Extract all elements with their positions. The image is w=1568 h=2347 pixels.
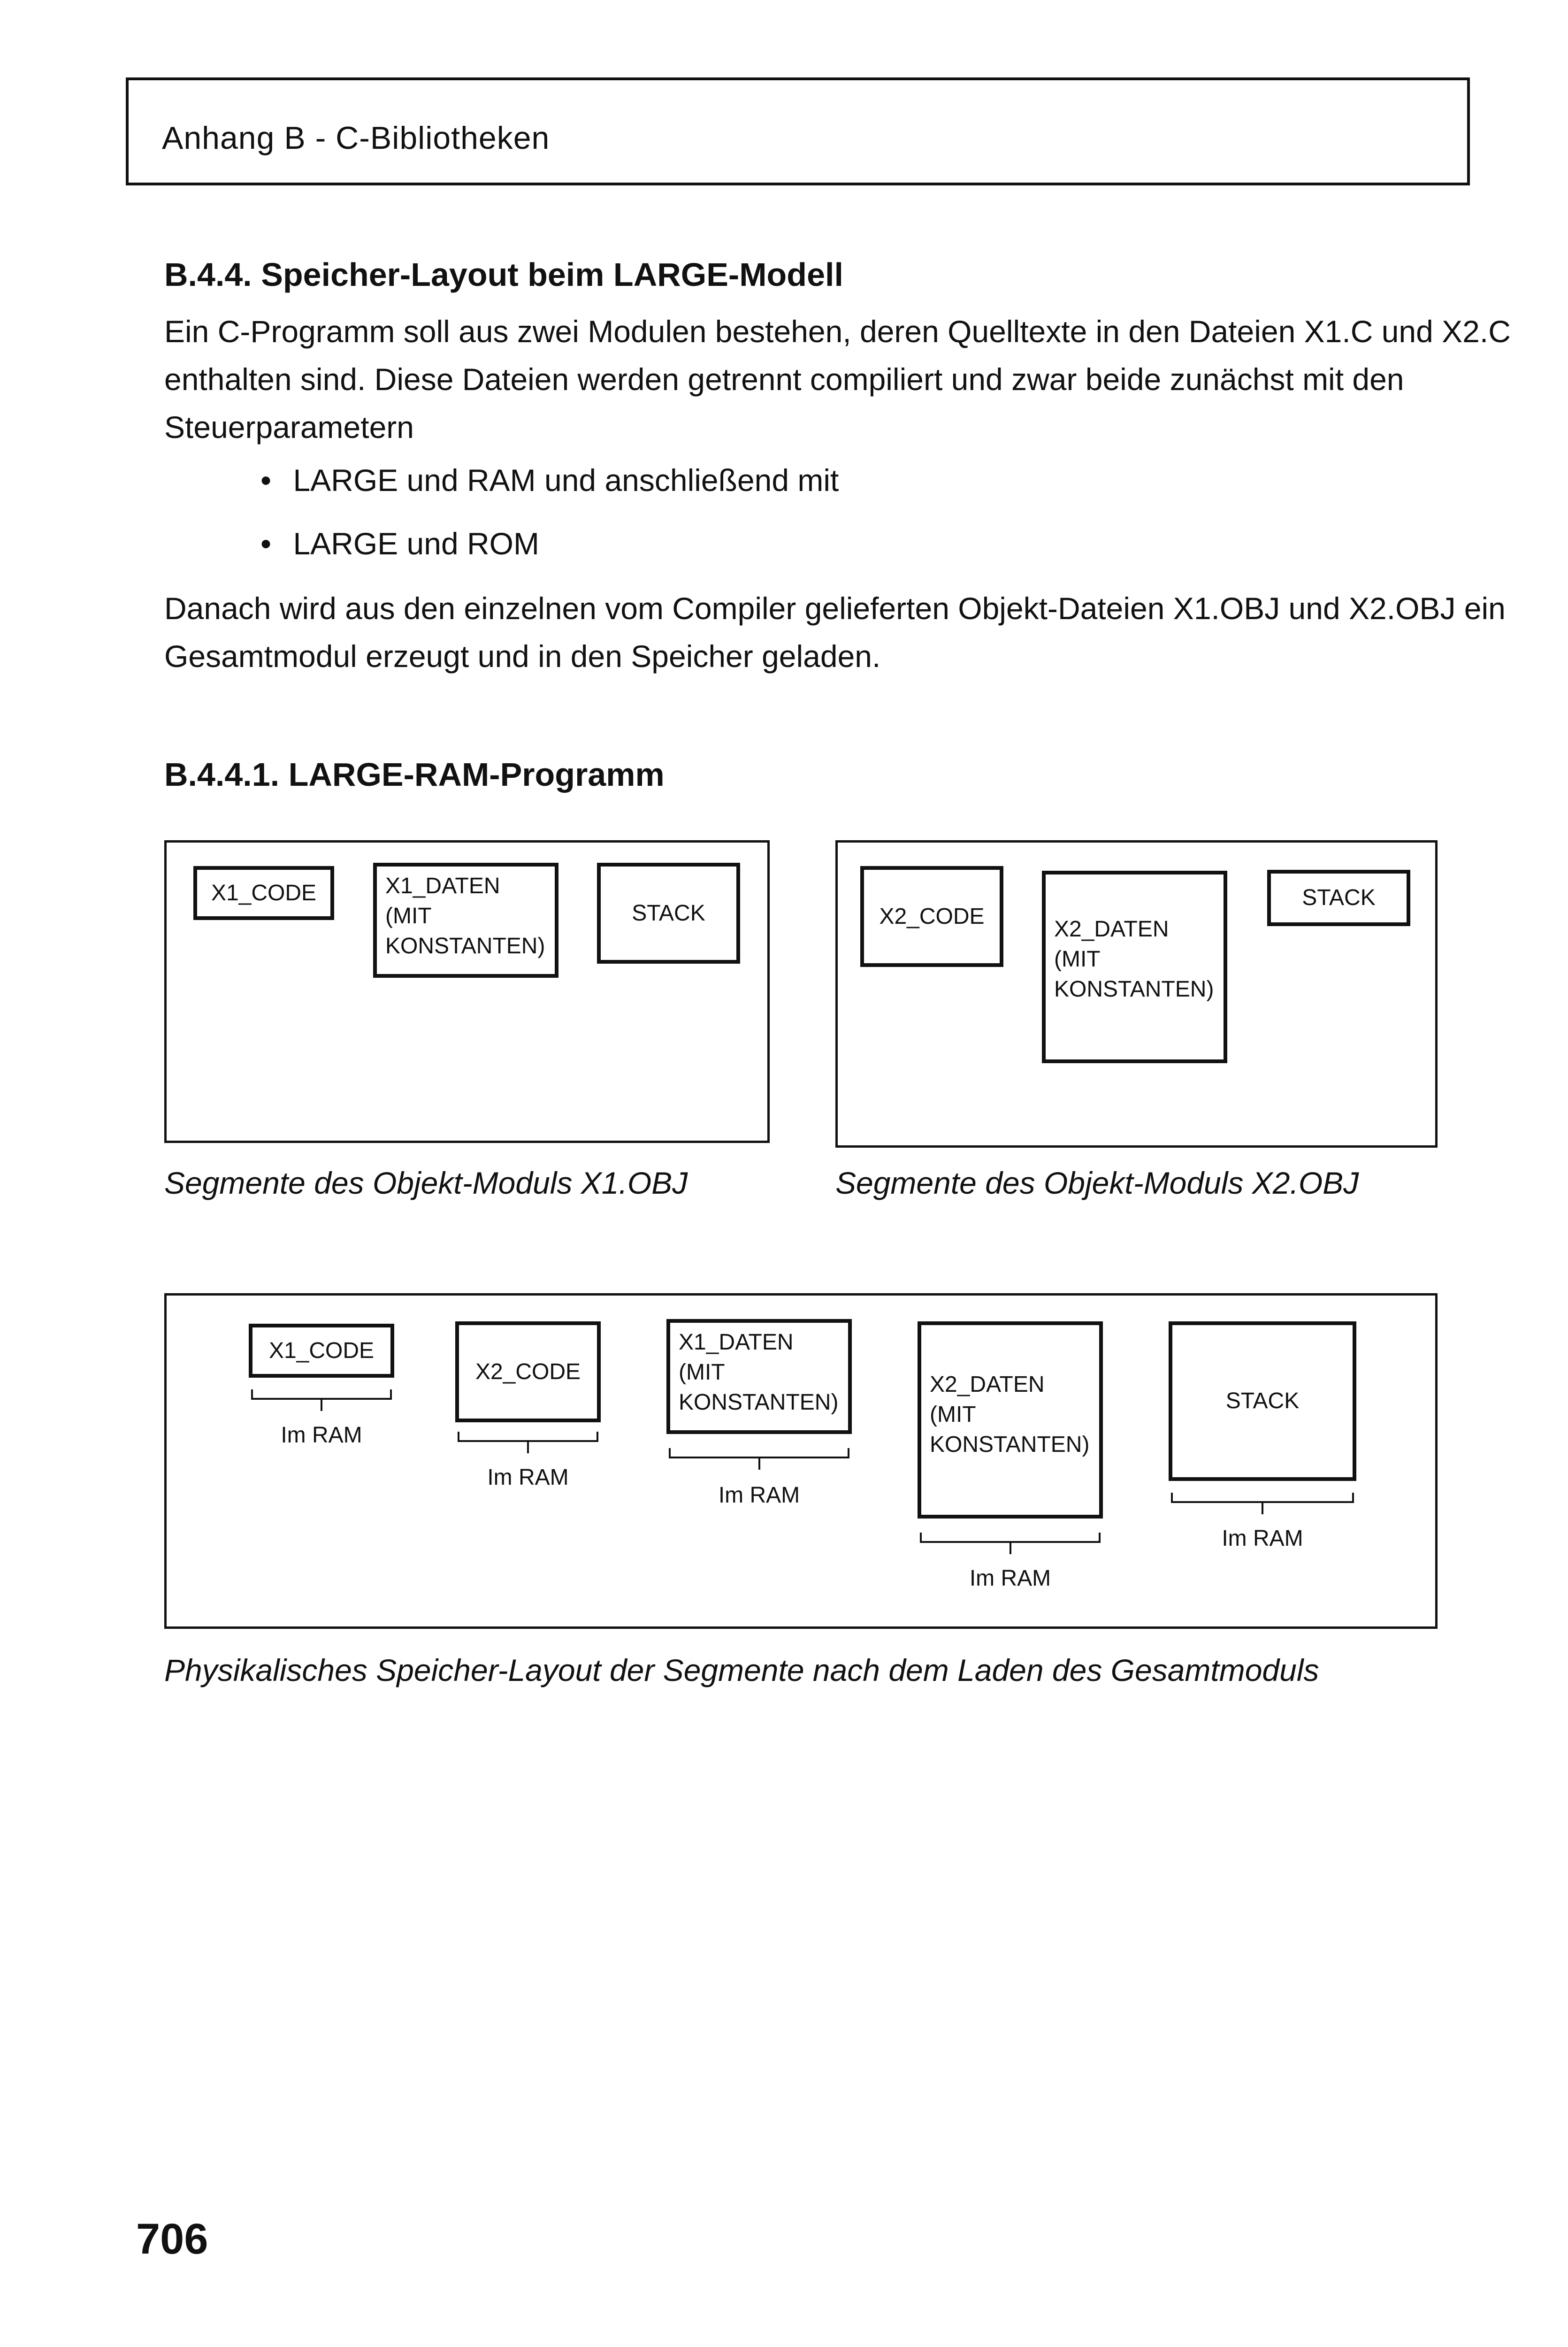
- caption-x2-obj: Segmente des Objekt-Moduls X2.OBJ: [835, 1166, 1359, 1200]
- segment-stack-loaded: STACK: [1169, 1321, 1356, 1481]
- ram-label: Im RAM: [281, 1423, 362, 1448]
- after-line: Gesamtmodul erzeugt und in den Speicher geladen.: [164, 639, 881, 674]
- segment-line: X1_DATEN: [679, 1330, 794, 1355]
- intro-paragraph: [164, 307, 1511, 451]
- segment-x1-code: X1_CODE: [193, 866, 334, 920]
- segment-line: KONSTANTEN): [385, 934, 545, 959]
- segment-x2-stack: STACK: [1267, 870, 1410, 926]
- intro-line: enthalten sind. Diese Dateien werden getrennt compiliert und zwar beide zunächst mit den: [164, 362, 1404, 397]
- subsection-heading: B.4.4.1. LARGE-RAM-Programm: [164, 756, 665, 793]
- segment-line: (MIT: [385, 904, 432, 928]
- after-paragraph: [164, 584, 1506, 680]
- bracket: [1171, 1493, 1354, 1503]
- bullet-item: [260, 526, 539, 561]
- ram-label: Im RAM: [718, 1483, 800, 1508]
- segment-line: KONSTANTEN): [1054, 977, 1214, 1002]
- ram-label: Im RAM: [969, 1566, 1051, 1591]
- bullet-text: LARGE und ROM: [293, 526, 539, 561]
- segment-x1-daten-loaded: [666, 1319, 852, 1434]
- section-heading: B.4.4. Speicher-Layout beim LARGE-Modell: [164, 256, 843, 293]
- segment-line: X1_DATEN: [385, 874, 500, 898]
- caption-x1-obj: Segmente des Objekt-Moduls X1.OBJ: [164, 1166, 688, 1200]
- bracket-tick: [1010, 1543, 1011, 1554]
- ram-label: Im RAM: [1222, 1526, 1303, 1551]
- segment-line: KONSTANTEN): [930, 1432, 1090, 1457]
- intro-line: Ein C-Programm soll aus zwei Modulen bestehen, deren Quelltexte in den Dateien X1.C und X2.C: [164, 314, 1511, 349]
- segment-x1-daten: [373, 863, 558, 978]
- bracket-tick: [527, 1442, 529, 1453]
- segment-x2-daten: [1042, 871, 1227, 1063]
- segment-line: (MIT: [1054, 947, 1101, 972]
- segment-line: (MIT: [679, 1360, 725, 1385]
- bracket: [458, 1432, 598, 1442]
- bullet-dot: •: [260, 463, 272, 498]
- ram-label: Im RAM: [487, 1465, 569, 1490]
- segment-line: X2_DATEN: [1054, 917, 1169, 942]
- intro-line: Steuerparametern: [164, 410, 414, 445]
- bullet-dot: •: [260, 526, 272, 561]
- caption-physical-layout: Physikalisches Speicher-Layout der Segmente nach dem Laden des Gesamtmoduls: [164, 1653, 1319, 1687]
- segment-line: KONSTANTEN): [679, 1390, 839, 1415]
- segment-line: X2_DATEN: [930, 1372, 1045, 1397]
- segment-x2-code: X2_CODE: [860, 866, 1003, 967]
- bracket-tick: [1262, 1503, 1263, 1514]
- bullet-text: LARGE und RAM und anschließend mit: [293, 463, 839, 498]
- segment-x2-code-loaded: X2_CODE: [455, 1321, 601, 1422]
- bracket: [251, 1389, 392, 1400]
- segment-x1-code-loaded: X1_CODE: [249, 1324, 394, 1378]
- running-header-title: Anhang B - C-Bibliotheken: [162, 120, 550, 156]
- segment-x2-daten-loaded: [918, 1321, 1103, 1519]
- bracket-tick: [321, 1400, 322, 1411]
- bracket: [920, 1533, 1101, 1543]
- bracket-tick: [758, 1458, 760, 1470]
- segment-line: (MIT: [930, 1402, 976, 1427]
- bullet-item: [260, 462, 839, 498]
- after-line: Danach wird aus den einzelnen vom Compiler gelieferten Objekt-Dateien X1.OBJ und X2.OBJ ein: [164, 591, 1506, 626]
- segment-x1-stack: STACK: [597, 863, 740, 964]
- bracket: [669, 1448, 849, 1458]
- page-number: 706: [136, 2215, 208, 2263]
